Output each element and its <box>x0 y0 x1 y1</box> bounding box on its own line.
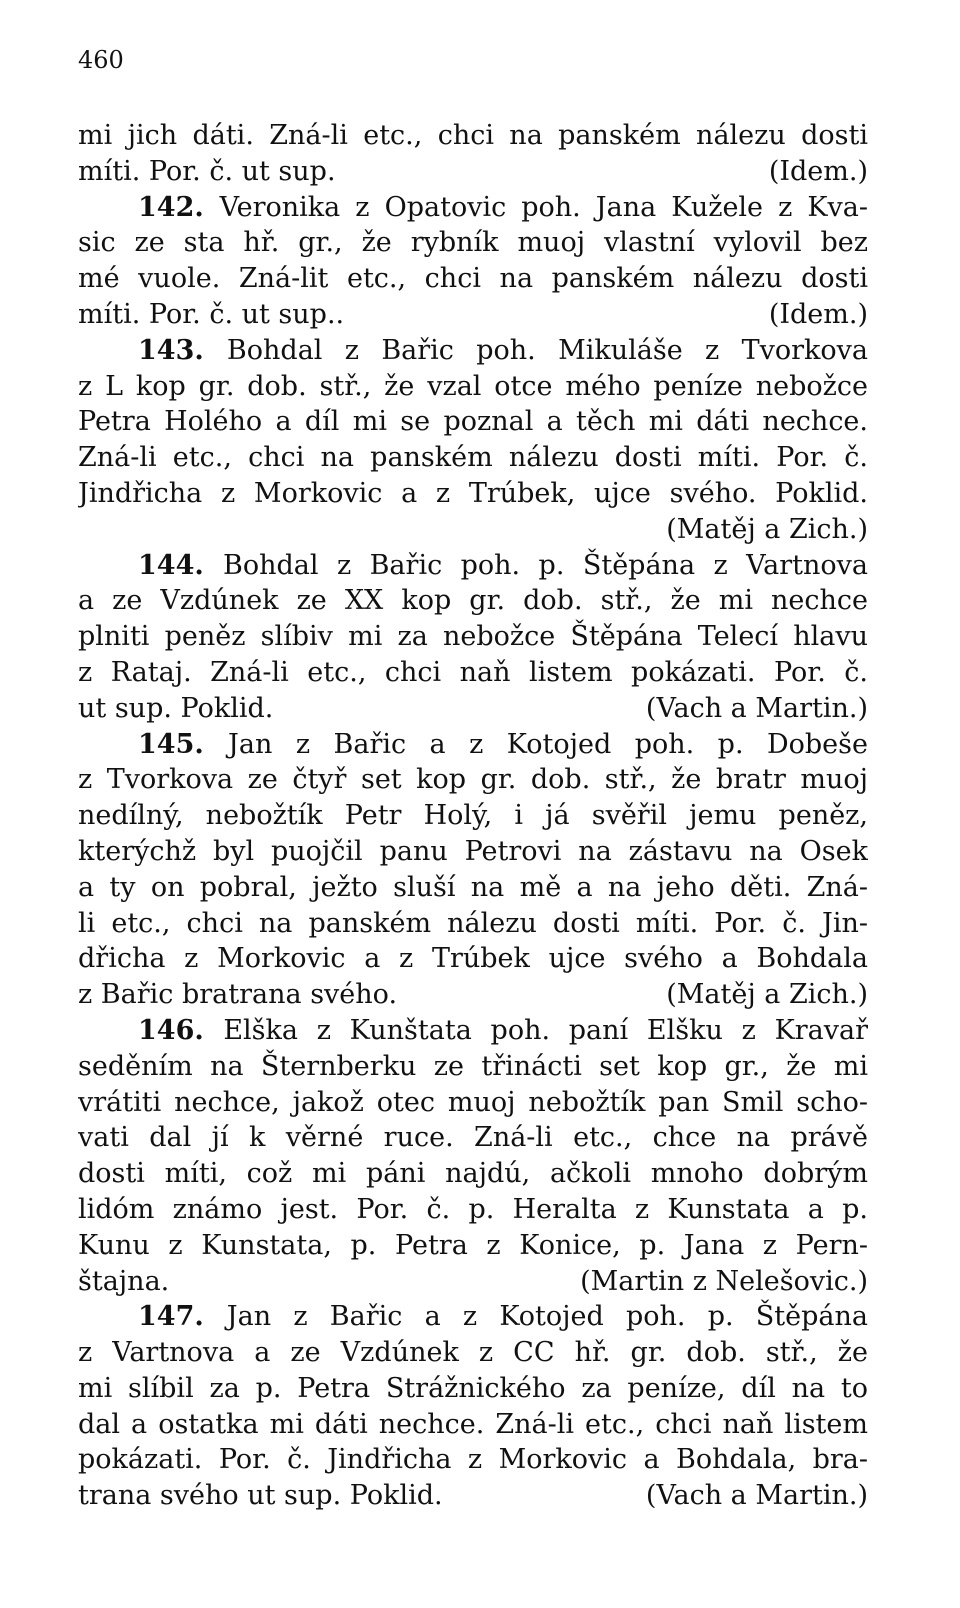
entry-number: 143. <box>138 334 227 366</box>
line-text: míti. Por. č. ut sup. <box>78 155 336 187</box>
text-line <box>78 225 868 261</box>
text-line <box>78 655 868 691</box>
text-line <box>78 1335 868 1371</box>
line-text: li etc., chci na panském nálezu dosti míti. Por. č. Jin- <box>78 907 868 939</box>
line-text: a ze Vzdúnek ze XX kop gr. dob. stř., že mi nechce <box>78 585 868 617</box>
text-line <box>78 476 868 512</box>
text-line <box>78 1120 868 1156</box>
text-line <box>78 834 868 870</box>
line-text: dosti míti, což mi páni najdú, ačkoli mnoho dobrým <box>78 1158 868 1190</box>
text-line <box>78 297 868 333</box>
signature-note: (Martin z Nelešovic.) <box>580 1265 868 1297</box>
line-text: Bohdal z Bařic poh. p. Štěpána z Vartnova <box>223 549 868 581</box>
line-text: z Rataj. Zná-li etc., chci naň listem pokázati. Por. č. <box>78 656 868 688</box>
line-text: z Tvorkova ze čtyř set kop gr. dob. stř., že bratr muoj <box>78 764 868 796</box>
entry-start-line <box>78 1299 868 1335</box>
entry-start-line <box>78 727 868 763</box>
text-line <box>78 977 868 1013</box>
text-line <box>78 762 868 798</box>
line-text: z Bařic bratrana svého. <box>78 979 398 1011</box>
line-text: mi slíbil za p. Petra Strážnického za peníze, díl na to <box>78 1372 868 1404</box>
text-line <box>78 118 868 154</box>
line-text: plniti peněz slíbiv mi za nebožce Štěpána Telecí hlavu <box>78 621 868 653</box>
line-text: pokázati. Por. č. Jindřicha z Morkovic a Bohdala, bra- <box>78 1444 868 1476</box>
text-line <box>78 1371 868 1407</box>
line-text: Jan z Bařic a z Kotojed poh. p. Dobeše <box>228 728 868 760</box>
text-line <box>78 1228 868 1264</box>
text-line <box>78 154 868 190</box>
signature-note: (Vach a Martin.) <box>645 692 868 724</box>
text-line <box>78 583 868 619</box>
entry-start-line <box>78 333 868 369</box>
line-text: z Vartnova a ze Vzdúnek z CC hř. gr. dob. stř., že <box>78 1337 868 1369</box>
text-line <box>78 1156 868 1192</box>
line-text: Elška z Kunštata poh. paní Elšku z Kravař <box>223 1014 868 1046</box>
signature-note: (Vach a Martin.) <box>645 1480 868 1512</box>
line-text: míti. Por. č. ut sup.. <box>78 298 345 330</box>
entry-start-line <box>78 1013 868 1049</box>
line-text: mi jich dáti. Zná-li etc., chci na panském nálezu dosti <box>78 120 868 151</box>
line-text: Zná-li etc., chci na panském nálezu dosti míti. Por. č. <box>78 442 868 474</box>
text-line <box>78 870 868 906</box>
line-text: trana svého ut sup. Poklid. <box>78 1480 443 1512</box>
entry-number: 146. <box>138 1014 224 1046</box>
text-line <box>78 691 868 727</box>
text-line <box>78 404 868 440</box>
page-number: 460 <box>78 46 124 74</box>
line-text: lidóm známo jest. Por. č. p. Heralta z Kunstata a p. <box>78 1193 868 1225</box>
line-text: kterýchž byl puojčil panu Petrovi na zástavu na Osek <box>78 835 868 867</box>
line-text: Jan z Bařic a z Kotojed poh. p. Štěpána <box>226 1301 868 1333</box>
entry-start-line <box>78 190 868 226</box>
text-line <box>78 941 868 977</box>
text-line <box>78 1407 868 1443</box>
text-line <box>78 1192 868 1228</box>
line-text: a ty on pobral, ježto sluší na mě a na jeho děti. Zná- <box>78 871 868 903</box>
text-line <box>78 798 868 834</box>
line-text: dřicha z Morkovic a z Trúbek ujce svého a Bohdala <box>78 943 868 975</box>
line-text: štajna. <box>78 1265 170 1297</box>
line-text: nedílný, nebožtík Petr Holý, i já svěřil jemu peněz, <box>78 800 868 832</box>
text-line <box>78 440 868 476</box>
body-text <box>78 118 868 1514</box>
text-line <box>78 1442 868 1478</box>
text-line <box>78 1049 868 1085</box>
signature-note: (Idem.) <box>768 155 868 187</box>
entry-number: 142. <box>138 191 220 223</box>
text-line <box>78 261 868 297</box>
line-text: z L kop gr. dob. stř., že vzal otce mého peníze nebožce <box>78 370 868 402</box>
text-line <box>78 369 868 405</box>
entry-start-line <box>78 548 868 584</box>
text-line <box>78 1264 868 1300</box>
line-text: Kunu z Kunstata, p. Petra z Konice, p. Jana z Pern- <box>78 1229 868 1261</box>
line-text: seděním na Šternberku ze třinácti set kop gr., že mi <box>78 1050 868 1082</box>
signature-note: (Matěj a Zich.) <box>666 979 868 1011</box>
text-line <box>78 1085 868 1121</box>
line-text: Petra Holého a díl mi se poznal a těch mi dáti nechce. <box>78 406 868 438</box>
line-text: dal a ostatka mi dáti nechce. Zná-li etc., chci naň listem <box>78 1408 868 1440</box>
signature-note: (Idem.) <box>768 298 868 330</box>
entry-number: 145. <box>138 728 229 760</box>
entry-number: 144. <box>138 549 224 581</box>
text-line <box>78 619 868 655</box>
line-text: vati dal jí k věrné ruce. Zná-li etc., chce na právě <box>78 1122 868 1154</box>
line-text: mé vuole. Zná-lit etc., chci na panském nálezu dosti <box>78 263 868 295</box>
text-line <box>78 512 868 548</box>
line-text: vrátiti nechce, jakož otec muoj nebožtík pan Smil scho- <box>78 1086 868 1118</box>
text-line <box>78 906 868 942</box>
line-text: ut sup. Poklid. <box>78 692 274 724</box>
line-text: Jindřicha z Morkovic a z Trúbek, ujce svého. Poklid. <box>78 477 868 509</box>
line-text: (Matěj a Zich.) <box>666 513 868 545</box>
text-line <box>78 1478 868 1514</box>
entry-number: 147. <box>138 1301 227 1333</box>
line-text: Bohdal z Bařic poh. Mikuláše z Tvorkova <box>226 334 868 366</box>
line-text: sic ze sta hř. gr., že rybník muoj vlastní vylovil bez <box>78 227 868 259</box>
line-text: Veronika z Opatovic poh. Jana Kužele z Kva- <box>219 191 868 223</box>
